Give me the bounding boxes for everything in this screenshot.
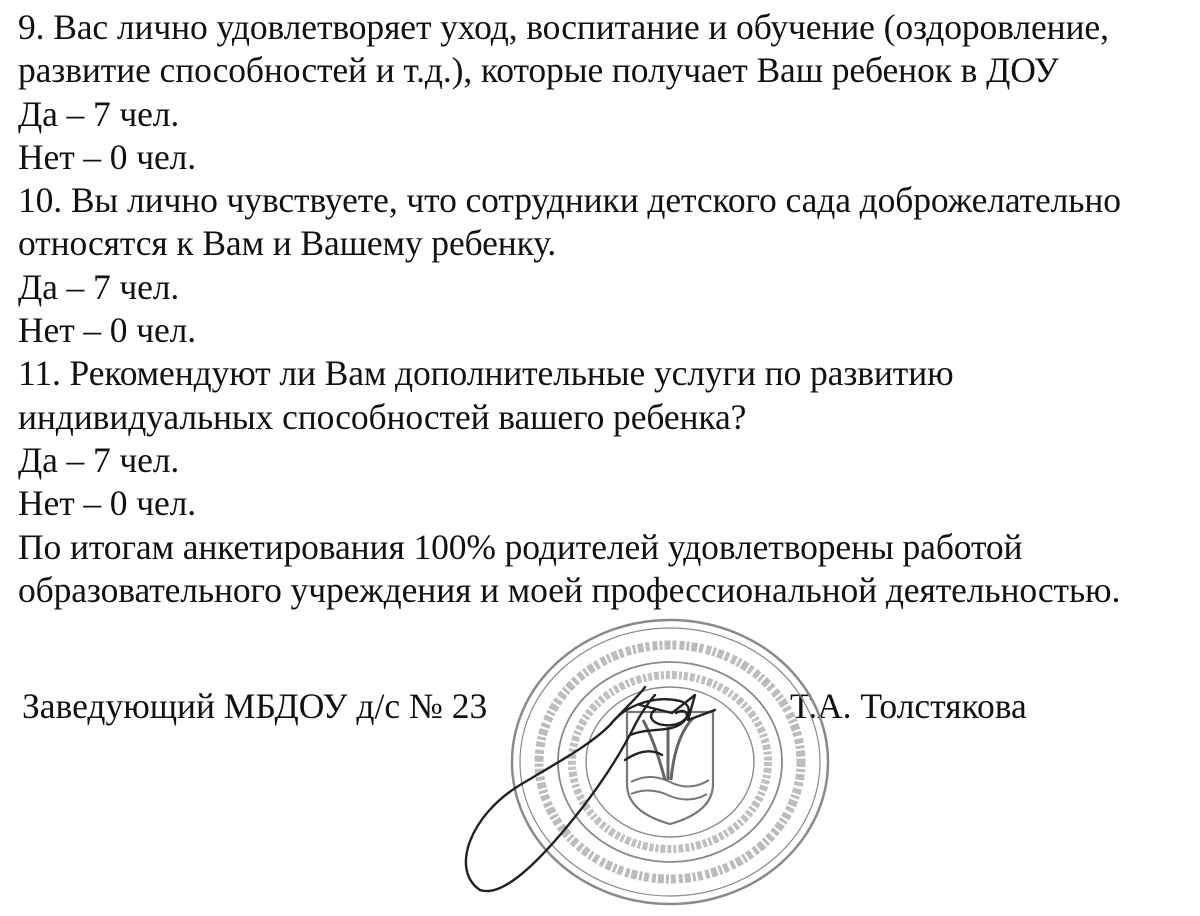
- question-10-answer-yes: Да – 7 чел.: [18, 266, 180, 307]
- document-body: [18, 6, 1196, 612]
- question-9-line-1: 9. Вас лично удовлетворяет уход, воспитание и обучение (оздоровление,: [18, 7, 1109, 47]
- signatory-name: Т.А. Толстякова: [790, 686, 1027, 726]
- question-10-line-2: относятся к Вам и Вашему ребенку.: [18, 223, 557, 264]
- question-10-line-1: 10. Вы лично чувствуете, что сотрудники детского сада доброжелательно: [18, 180, 1121, 221]
- question-11-line-2: индивидуальных способностей вашего ребенка?: [18, 396, 747, 437]
- question-9-line-2: развитие способностей и т.д.), которые получает Ваш ребенок в ДОУ: [18, 50, 1059, 91]
- question-9-answer-yes: Да – 7 чел.: [18, 93, 180, 134]
- handwritten-signature: [440, 665, 750, 910]
- conclusion-line-1: По итогам анкетирования 100% родителей удовлетворены работой: [18, 526, 1023, 567]
- conclusion-line-2: образовательного учреждения и моей профессиональной деятельностью.: [18, 569, 1121, 610]
- question-10-answer-no: Нет – 0 чел.: [18, 310, 197, 351]
- question-11-line-1: 11. Рекомендуют ли Вам дополнительные услуги по развитию: [18, 353, 954, 394]
- question-11-answer-yes: Да – 7 чел.: [18, 439, 180, 480]
- question-9-answer-no: Нет – 0 чел.: [18, 136, 197, 177]
- question-11-answer-no: Нет – 0 чел.: [18, 483, 197, 524]
- signatory-position: Заведующий МБДОУ д/с № 23: [22, 686, 488, 726]
